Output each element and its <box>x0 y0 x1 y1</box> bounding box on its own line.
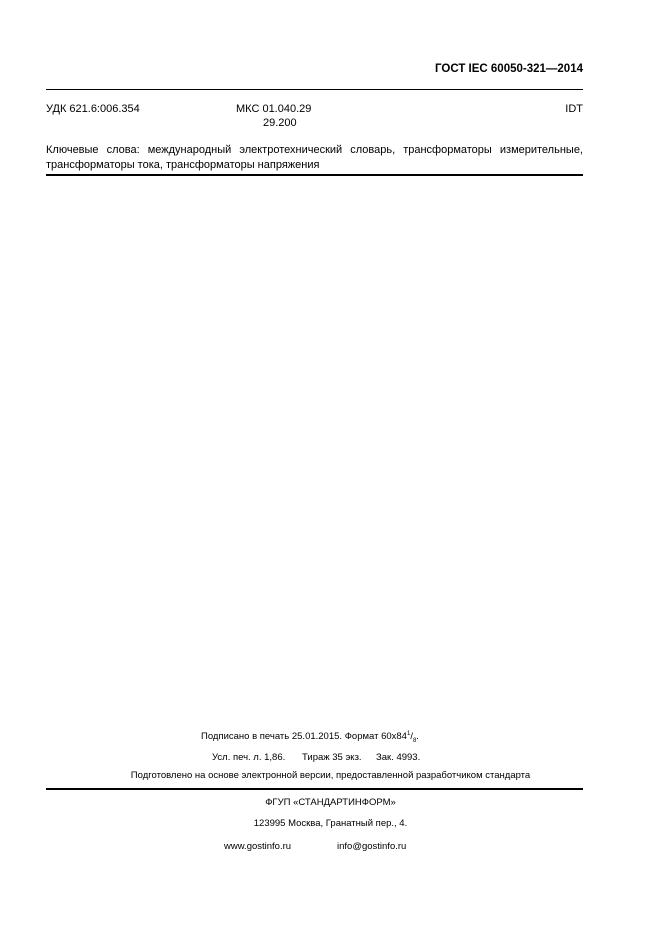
imprint-divider <box>46 788 583 790</box>
order-number: Зак. 4993. <box>376 752 421 763</box>
publisher-website[interactable]: www.gostinfo.ru <box>224 841 292 852</box>
publisher-name: ФГУП «СТАНДАРТИНФОРМ» <box>265 797 396 808</box>
print-sheets: Усл. печ. л. 1,86. <box>212 752 286 763</box>
circulation: Тираж 35 экз. <box>302 752 362 763</box>
udk-code: УДК 621.6:006.354 <box>46 103 140 115</box>
equivalence-code: IDT <box>565 103 583 115</box>
mks-code-1: МКС 01.040.29 <box>236 103 312 115</box>
prepared-note: Подготовлено на основе электронной версии, предоставленной разработчиком стандарта <box>130 770 531 781</box>
keywords-text: Ключевые слова: международный электротехнический словарь, трансформаторы измерительные, трансформаторы тока, трансформаторы напряжения <box>46 144 583 171</box>
signed-text: Подписано в печать 25.01.2015. Формат 60x84 <box>201 731 407 742</box>
publisher-address: 123995 Москва, Гранатный пер., 4. <box>253 818 408 829</box>
mks-code-2: 29.200 <box>263 117 297 129</box>
format-end: . <box>416 731 419 742</box>
format-subscript: 8 <box>412 737 417 744</box>
publisher-email[interactable]: info@gostinfo.ru <box>337 841 407 852</box>
header-divider <box>46 89 583 90</box>
format-superscript: 1 <box>406 730 411 737</box>
standard-code: ГОСТ IEC 60050-321—2014 <box>435 63 583 75</box>
keywords-divider <box>46 174 583 176</box>
signed-for-print: Подписано в печать 25.01.2015. Формат $60x84^1/_8$. <box>201 730 419 744</box>
